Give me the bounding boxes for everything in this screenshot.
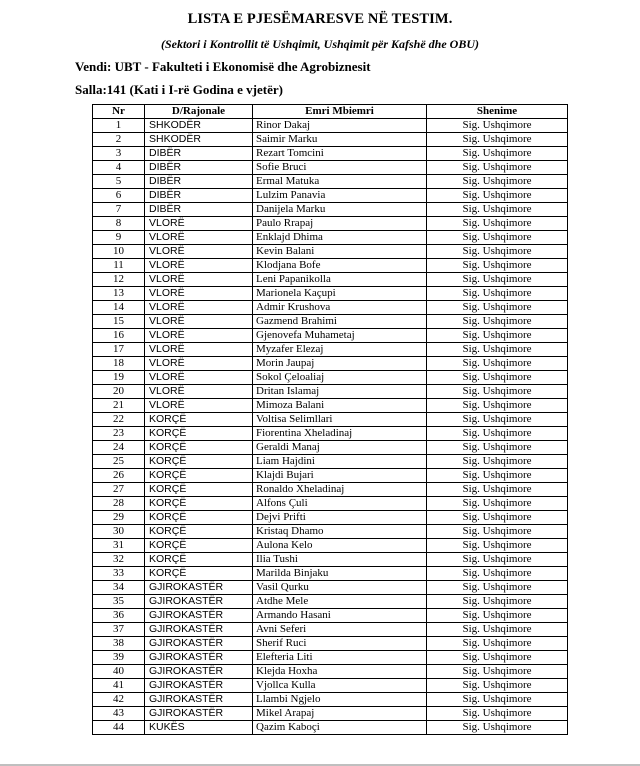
table-row	[93, 315, 568, 329]
cell-region: VLORË	[145, 259, 253, 273]
cell-region: KORÇË	[145, 455, 253, 469]
table-row	[93, 441, 568, 455]
cell-name: Alfons Çuli	[253, 497, 427, 511]
cell-notes: Sig. Ushqimore	[427, 315, 568, 329]
cell-region: KORÇË	[145, 511, 253, 525]
cell-notes: Sig. Ushqimore	[427, 399, 568, 413]
table-row	[93, 119, 568, 133]
cell-notes: Sig. Ushqimore	[427, 245, 568, 259]
cell-notes: Sig. Ushqimore	[427, 119, 568, 133]
cell-region: KORÇË	[145, 441, 253, 455]
cell-nr: 13	[93, 287, 145, 301]
cell-nr: 24	[93, 441, 145, 455]
cell-region: VLORË	[145, 385, 253, 399]
cell-notes: Sig. Ushqimore	[427, 231, 568, 245]
cell-region: VLORË	[145, 273, 253, 287]
cell-name: Klajdi Bujari	[253, 469, 427, 483]
cell-region: KORÇË	[145, 525, 253, 539]
cell-name: Vjollca Kulla	[253, 679, 427, 693]
cell-name: Kevin Balani	[253, 245, 427, 259]
cell-name: Enklajd Dhima	[253, 231, 427, 245]
cell-region: VLORË	[145, 329, 253, 343]
cell-nr: 41	[93, 679, 145, 693]
cell-notes: Sig. Ushqimore	[427, 539, 568, 553]
cell-notes: Sig. Ushqimore	[427, 581, 568, 595]
cell-name: Ilia Tushi	[253, 553, 427, 567]
cell-nr: 37	[93, 623, 145, 637]
cell-region: KORÇË	[145, 539, 253, 553]
cell-region: KORÇË	[145, 497, 253, 511]
table-row	[93, 273, 568, 287]
table-row	[93, 427, 568, 441]
cell-notes: Sig. Ushqimore	[427, 343, 568, 357]
cell-region: GJIROKASTËR	[145, 623, 253, 637]
table-row	[93, 287, 568, 301]
cell-nr: 43	[93, 707, 145, 721]
cell-notes: Sig. Ushqimore	[427, 273, 568, 287]
cell-name: Armando Hasani	[253, 609, 427, 623]
cell-notes: Sig. Ushqimore	[427, 203, 568, 217]
cell-name: Saimir Marku	[253, 133, 427, 147]
cell-notes: Sig. Ushqimore	[427, 707, 568, 721]
cell-region: KORÇË	[145, 483, 253, 497]
cell-nr: 42	[93, 693, 145, 707]
cell-notes: Sig. Ushqimore	[427, 553, 568, 567]
cell-notes: Sig. Ushqimore	[427, 651, 568, 665]
cell-name: Morin Jaupaj	[253, 357, 427, 371]
cell-name: Gjenovefa Muhametaj	[253, 329, 427, 343]
cell-notes: Sig. Ushqimore	[427, 161, 568, 175]
cell-notes: Sig. Ushqimore	[427, 301, 568, 315]
table-row	[93, 259, 568, 273]
cell-nr: 14	[93, 301, 145, 315]
cell-notes: Sig. Ushqimore	[427, 413, 568, 427]
cell-nr: 4	[93, 161, 145, 175]
document-title: LISTA E PJESËMARESVE NË TESTIM.	[187, 11, 453, 27]
table-body	[93, 119, 568, 735]
table-row	[93, 357, 568, 371]
table-row	[93, 203, 568, 217]
cell-notes: Sig. Ushqimore	[427, 609, 568, 623]
cell-name: Sokol Çeloaliaj	[253, 371, 427, 385]
cell-name: Lulzim Panavia	[253, 189, 427, 203]
cell-name: Voltisa Selimllari	[253, 413, 427, 427]
cell-notes: Sig. Ushqimore	[427, 427, 568, 441]
table-row	[93, 553, 568, 567]
cell-nr: 38	[93, 637, 145, 651]
cell-name: Danijela Marku	[253, 203, 427, 217]
table-row	[93, 581, 568, 595]
column-header-notes: Shenime	[427, 105, 568, 119]
cell-name: Liam Hajdini	[253, 455, 427, 469]
cell-nr: 11	[93, 259, 145, 273]
table-row	[93, 511, 568, 525]
table-row	[93, 399, 568, 413]
cell-region: VLORË	[145, 315, 253, 329]
table-row	[93, 231, 568, 245]
table-row	[93, 525, 568, 539]
cell-nr: 21	[93, 399, 145, 413]
cell-notes: Sig. Ushqimore	[427, 469, 568, 483]
cell-region: VLORË	[145, 287, 253, 301]
table-row	[93, 469, 568, 483]
cell-region: VLORË	[145, 245, 253, 259]
room-line: Salla:141 (Kati i I-rë Godina e vjetër)	[75, 82, 283, 97]
cell-name: Llambi Ngjelo	[253, 693, 427, 707]
cell-nr: 35	[93, 595, 145, 609]
cell-nr: 33	[93, 567, 145, 581]
table-row	[93, 637, 568, 651]
cell-nr: 23	[93, 427, 145, 441]
cell-notes: Sig. Ushqimore	[427, 217, 568, 231]
cell-name: Elefteria Liti	[253, 651, 427, 665]
venue-line: Vendi: UBT - Fakulteti i Ekonomisë dhe Agrobiznesit	[75, 59, 371, 74]
cell-nr: 29	[93, 511, 145, 525]
cell-notes: Sig. Ushqimore	[427, 357, 568, 371]
table-row	[93, 497, 568, 511]
cell-region: DIBËR	[145, 175, 253, 189]
cell-name: Klodjana Bofe	[253, 259, 427, 273]
cell-nr: 15	[93, 315, 145, 329]
cell-region: KORÇË	[145, 427, 253, 441]
column-header-region: D/Rajonale	[145, 105, 253, 119]
cell-notes: Sig. Ushqimore	[427, 511, 568, 525]
cell-notes: Sig. Ushqimore	[427, 665, 568, 679]
cell-name: Marionela Kaçupi	[253, 287, 427, 301]
cell-notes: Sig. Ushqimore	[427, 567, 568, 581]
table-row	[93, 329, 568, 343]
cell-notes: Sig. Ushqimore	[427, 147, 568, 161]
cell-nr: 1	[93, 119, 145, 133]
cell-nr: 18	[93, 357, 145, 371]
cell-region: VLORË	[145, 399, 253, 413]
cell-notes: Sig. Ushqimore	[427, 595, 568, 609]
column-header-name: Emri Mbiemri	[253, 105, 427, 119]
cell-region: GJIROKASTËR	[145, 679, 253, 693]
cell-nr: 9	[93, 231, 145, 245]
table-row	[93, 161, 568, 175]
cell-nr: 30	[93, 525, 145, 539]
cell-notes: Sig. Ushqimore	[427, 189, 568, 203]
cell-region: GJIROKASTËR	[145, 651, 253, 665]
cell-region: VLORË	[145, 301, 253, 315]
table-row	[93, 693, 568, 707]
cell-notes: Sig. Ushqimore	[427, 259, 568, 273]
cell-name: Gazmend Brahimi	[253, 315, 427, 329]
cell-notes: Sig. Ushqimore	[427, 721, 568, 735]
cell-region: GJIROKASTËR	[145, 609, 253, 623]
cell-notes: Sig. Ushqimore	[427, 637, 568, 651]
cell-name: Rezart Tomcini	[253, 147, 427, 161]
table-row	[93, 665, 568, 679]
cell-nr: 39	[93, 651, 145, 665]
cell-region: KORÇË	[145, 567, 253, 581]
cell-region: KORÇË	[145, 553, 253, 567]
table-row	[93, 371, 568, 385]
cell-name: Klejda Hoxha	[253, 665, 427, 679]
cell-name: Rinor Dakaj	[253, 119, 427, 133]
cell-notes: Sig. Ushqimore	[427, 679, 568, 693]
cell-nr: 22	[93, 413, 145, 427]
table-row	[93, 385, 568, 399]
cell-notes: Sig. Ushqimore	[427, 175, 568, 189]
cell-nr: 25	[93, 455, 145, 469]
cell-nr: 2	[93, 133, 145, 147]
cell-name: Ermal Matuka	[253, 175, 427, 189]
cell-notes: Sig. Ushqimore	[427, 497, 568, 511]
cell-name: Sofie Bruci	[253, 161, 427, 175]
cell-region: VLORË	[145, 371, 253, 385]
table-row	[93, 455, 568, 469]
cell-region: SHKODËR	[145, 119, 253, 133]
cell-nr: 27	[93, 483, 145, 497]
cell-region: DIBËR	[145, 203, 253, 217]
cell-nr: 26	[93, 469, 145, 483]
table-row	[93, 651, 568, 665]
cell-nr: 28	[93, 497, 145, 511]
cell-region: VLORË	[145, 357, 253, 371]
cell-nr: 7	[93, 203, 145, 217]
table-row	[93, 483, 568, 497]
cell-nr: 6	[93, 189, 145, 203]
cell-nr: 10	[93, 245, 145, 259]
cell-nr: 34	[93, 581, 145, 595]
cell-name: Dejvi Prifti	[253, 511, 427, 525]
cell-region: KORÇË	[145, 469, 253, 483]
cell-region: KUKËS	[145, 721, 253, 735]
cell-nr: 36	[93, 609, 145, 623]
cell-nr: 3	[93, 147, 145, 161]
cell-name: Avni Seferi	[253, 623, 427, 637]
table-row	[93, 413, 568, 427]
cell-name: Dritan Islamaj	[253, 385, 427, 399]
table-row	[93, 595, 568, 609]
cell-region: GJIROKASTËR	[145, 595, 253, 609]
cell-notes: Sig. Ushqimore	[427, 525, 568, 539]
table-row	[93, 609, 568, 623]
table-row	[93, 623, 568, 637]
cell-nr: 44	[93, 721, 145, 735]
cell-nr: 8	[93, 217, 145, 231]
participants-table	[92, 104, 568, 735]
table-row	[93, 567, 568, 581]
table-row	[93, 175, 568, 189]
cell-region: VLORË	[145, 217, 253, 231]
cell-region: DIBËR	[145, 189, 253, 203]
cell-name: Mikel Arapaj	[253, 707, 427, 721]
table-row	[93, 189, 568, 203]
cell-notes: Sig. Ushqimore	[427, 693, 568, 707]
table-row	[93, 133, 568, 147]
cell-nr: 20	[93, 385, 145, 399]
cell-notes: Sig. Ushqimore	[427, 371, 568, 385]
cell-name: Qazim Kaboçi	[253, 721, 427, 735]
cell-notes: Sig. Ushqimore	[427, 623, 568, 637]
cell-name: Leni Papanikolla	[253, 273, 427, 287]
cell-name: Marilda Binjaku	[253, 567, 427, 581]
cell-region: GJIROKASTËR	[145, 637, 253, 651]
cell-nr: 40	[93, 665, 145, 679]
cell-name: Paulo Rrapaj	[253, 217, 427, 231]
cell-name: Atdhe Mele	[253, 595, 427, 609]
table-row	[93, 707, 568, 721]
cell-name: Geraldi Manaj	[253, 441, 427, 455]
cell-notes: Sig. Ushqimore	[427, 455, 568, 469]
cell-region: DIBËR	[145, 161, 253, 175]
table-row	[93, 245, 568, 259]
cell-region: GJIROKASTËR	[145, 665, 253, 679]
cell-notes: Sig. Ushqimore	[427, 287, 568, 301]
cell-nr: 19	[93, 371, 145, 385]
cell-name: Myzafer Elezaj	[253, 343, 427, 357]
cell-region: DIBËR	[145, 147, 253, 161]
cell-notes: Sig. Ushqimore	[427, 483, 568, 497]
cell-nr: 31	[93, 539, 145, 553]
table-row	[93, 539, 568, 553]
cell-nr: 16	[93, 329, 145, 343]
cell-region: GJIROKASTËR	[145, 707, 253, 721]
cell-name: Mimoza Balani	[253, 399, 427, 413]
cell-region: GJIROKASTËR	[145, 693, 253, 707]
cell-nr: 5	[93, 175, 145, 189]
cell-name: Fiorentina Xheladinaj	[253, 427, 427, 441]
cell-name: Vasil Qurku	[253, 581, 427, 595]
cell-name: Kristaq Dhamo	[253, 525, 427, 539]
cell-name: Aulona Kelo	[253, 539, 427, 553]
cell-nr: 17	[93, 343, 145, 357]
table-row	[93, 217, 568, 231]
table-row	[93, 343, 568, 357]
cell-region: VLORË	[145, 343, 253, 357]
cell-region: KORÇË	[145, 413, 253, 427]
table-row	[93, 679, 568, 693]
document-subtitle: (Sektori i Kontrollit të Ushqimit, Ushqimit për Kafshë dhe OBU)	[160, 37, 480, 51]
cell-region: VLORË	[145, 231, 253, 245]
cell-region: GJIROKASTËR	[145, 581, 253, 595]
cell-region: SHKODËR	[145, 133, 253, 147]
cell-name: Admir Krushova	[253, 301, 427, 315]
cell-notes: Sig. Ushqimore	[427, 329, 568, 343]
table-header-row	[93, 105, 568, 119]
cell-notes: Sig. Ushqimore	[427, 133, 568, 147]
cell-nr: 12	[93, 273, 145, 287]
cell-notes: Sig. Ushqimore	[427, 441, 568, 455]
table-row	[93, 721, 568, 735]
table-row	[93, 147, 568, 161]
cell-nr: 32	[93, 553, 145, 567]
cell-notes: Sig. Ushqimore	[427, 385, 568, 399]
column-header-nr: Nr	[93, 105, 145, 119]
cell-name: Ronaldo Xheladinaj	[253, 483, 427, 497]
cell-name: Sherif Ruci	[253, 637, 427, 651]
table-row	[93, 301, 568, 315]
